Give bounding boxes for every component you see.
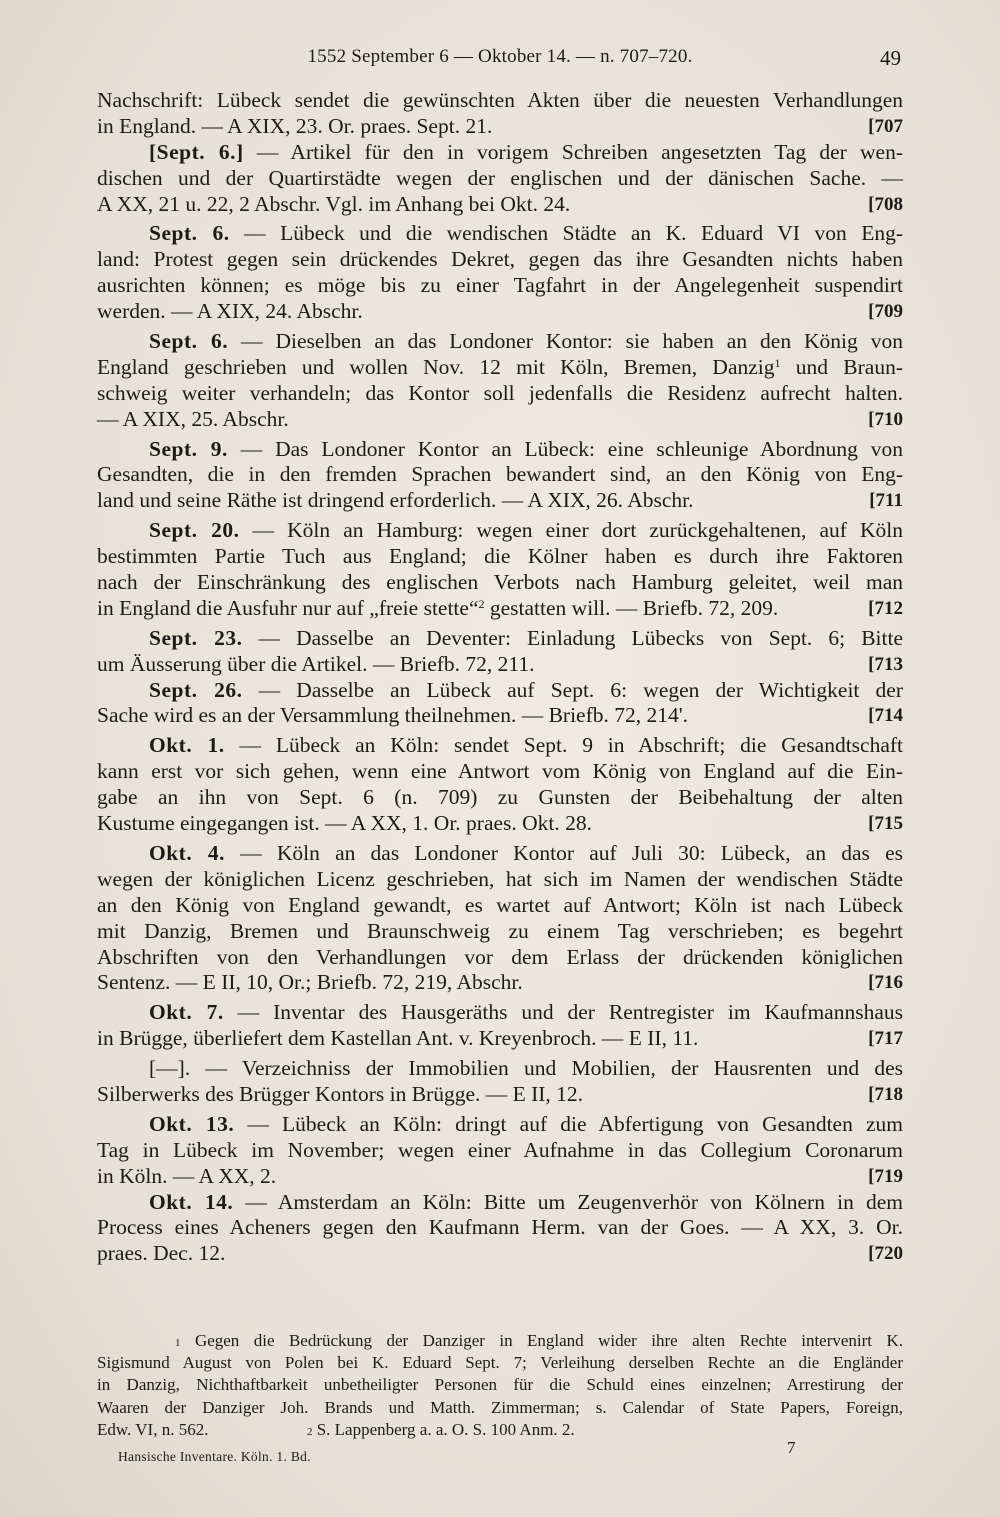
- entry-date: Okt. 14.: [149, 1189, 234, 1214]
- entry-text: Silberwerks des Brügger Kontors in Brügge. — E II, 12.: [97, 1081, 584, 1106]
- entry-711-line-3: [97, 488, 903, 514]
- entry-709-line-3: ausrichten können; es möge bis zu einer Tagfahrt in der Angelegenheit suspendirt: [97, 273, 903, 298]
- entry-707-line-1: Nachschrift: Lübeck sendet die gewünschten Akten über die neuesten Verhandlungen: [97, 88, 903, 112]
- entry-number: [712: [868, 597, 903, 619]
- entry-714-line-1: [97, 678, 903, 704]
- entry-714-line-2: [97, 703, 903, 729]
- entry-710-line-2: [97, 355, 903, 381]
- entry-710-line-1: [97, 329, 903, 355]
- entry-text: — Inventar des Hausgeräths und der Rentregister im Kaufmannshaus: [223, 1000, 903, 1025]
- entry-text: — Köln an Hamburg: wegen einer dort zurückgehaltenen, auf Köln: [239, 518, 903, 543]
- entry-text: A XX, 21 u. 22, 2 Abschr. Vgl. im Anhang bei Okt. 24.: [97, 191, 571, 216]
- entry-text: Sache wird es an der Versammlung theilnehmen. — Briefb. 72, 214'.: [97, 703, 689, 728]
- entry-text: — Köln an das Londoner Kontor auf Juli 30: Lübeck, an das es: [225, 840, 903, 865]
- entry-text: — Verzeichniss der Immobilien und Mobilien, der Hausrenten und des: [190, 1056, 903, 1081]
- entry-text: — Dasselbe an Lübeck auf Sept. 6: wegen der Wichtigkeit der: [242, 677, 903, 702]
- entry-text: England geschrieben und wollen Nov. 12 mit Köln, Bremen, Danzig: [97, 354, 775, 379]
- entry-text: um Äusserung über die Artikel. — Briefb. 72, 211.: [97, 651, 535, 676]
- signature-mark: 7: [787, 1438, 796, 1457]
- entry-text: — Lübeck an Köln: sendet Sept. 9 in Abschrift; die Gesandtschaft: [224, 733, 903, 758]
- entry-720-line-3: [97, 1241, 903, 1267]
- entry-text: Sentenz. — E II, 10, Or.; Briefb. 72, 219, Abschr.: [97, 970, 523, 995]
- entry-712-line-3: nach der Einschränkung des englischen Verbots nach Hamburg geleitet, weil man: [97, 570, 903, 595]
- footnote-marker: 2: [306, 1425, 313, 1438]
- entry-number: [715: [868, 813, 903, 835]
- footnote-1-line-4: Waaren der Danziger Joh. Brands und Matth. Zimmerman; s. Calendar of State Papers, Foreign,: [97, 1397, 903, 1417]
- entry-text-tail: gestatten will. — Briefb. 72, 209.: [484, 595, 779, 620]
- entry-715-line-3: gabe an ihn von Sept. 6 (n. 709) zu Gunsten der Beibehaltung der alten: [97, 785, 903, 810]
- entry-text: in Brügge, überliefert dem Kastellan Ant. v. Kreyenbroch. — E II, 11.: [97, 1026, 699, 1051]
- entry-text-tail: und Braun-: [780, 354, 904, 379]
- entry-711-line-1: [97, 437, 903, 463]
- entry-date: [—].: [149, 1056, 191, 1081]
- running-head: 1552 September 6 — Oktober 14. — n. 707–720.: [307, 46, 693, 67]
- entry-date: [Sept. 6.]: [149, 139, 244, 164]
- footnote-text: Gegen die Bedrückung der Danziger in England wider ihre alten Rechte intervenirt K.: [180, 1331, 903, 1350]
- page-number: 49: [880, 46, 901, 70]
- entry-text: werden. — A XIX, 24. Abschr.: [97, 299, 363, 324]
- entry-719-line-3: [97, 1164, 903, 1190]
- entry-716-line-2: wegen der königlichen Licenz geschrieben, hat sich im Namen der wendischen Städte: [97, 866, 903, 891]
- entry-text: in England. — A XIX, 23. Or. praes. Sept. 21.: [97, 113, 493, 138]
- entry-number: [719: [868, 1165, 903, 1187]
- entry-number: [707: [868, 115, 903, 137]
- entry-718-line-1: [97, 1056, 903, 1082]
- entry-717-line-1: [97, 1000, 903, 1026]
- entry-number: [708: [868, 193, 903, 215]
- entry-716-line-6: [97, 970, 903, 996]
- footnote-1-line-3: in Danzig, Nichthaftbarkeit unbetheiligter Personen für die Schuld eines einzelnen; Arrestirung der: [97, 1375, 903, 1395]
- footnote-text: Edw. VI, n. 562.: [97, 1419, 209, 1439]
- entry-715-line-1: [97, 733, 903, 759]
- entry-719-line-2: Tag in Lübeck im November; wegen einer Aufnahme in das Collegium Coronarum: [97, 1137, 903, 1162]
- entry-date: Okt. 1.: [149, 733, 225, 758]
- entry-text: — Amsterdam an Köln: Bitte um Zeugenverhör von Kölnern in dem: [233, 1189, 903, 1214]
- entry-number: [709: [868, 301, 903, 323]
- entry-709-line-2: land: Protest gegen sein drückendes Dekret, gegen das ihre Gesandten nichts haben: [97, 247, 903, 272]
- entry-number: [714: [868, 705, 903, 727]
- entry-text: — Lübeck an Köln: dringt auf die Abfertigung von Gesandten zum: [234, 1111, 903, 1136]
- entry-715-line-2: kann erst vor sich gehen, wenn eine Antwort vom König von England auf die Ein-: [97, 759, 903, 784]
- entry-date: Sept. 6.: [149, 329, 229, 354]
- entry-711-line-2: Gesandten, die in den fremden Sprachen bewandert sind, an den König von Eng-: [97, 462, 903, 487]
- entry-716-line-3: an den König von England gewandt, es wartet auf Antwort; Köln ist nach Lübeck: [97, 892, 903, 917]
- entry-number: [720: [868, 1243, 903, 1265]
- footnotes: [97, 1330, 903, 1441]
- entry-712-line-1: [97, 518, 903, 544]
- entry-date: Sept. 26.: [149, 677, 243, 702]
- entry-text: — A XIX, 25. Abschr.: [97, 406, 289, 431]
- entry-712-line-2: bestimmten Partie Tuch aus England; die Kölner haben es durch ihre Faktoren: [97, 544, 903, 569]
- entry-709-line-1: [97, 221, 903, 247]
- footnote-1-line-2: Sigismund August von Polen bei K. Eduard Sept. 7; Verleihung derselben Rechte an die Engländer: [97, 1353, 903, 1373]
- entry-date: Okt. 4.: [149, 840, 226, 865]
- entry-text: — Artikel für den in vorigem Schreiben angesetzten Tag der wen-: [243, 139, 904, 164]
- footnote-ref: 1: [774, 355, 781, 370]
- entry-number: [717: [868, 1028, 903, 1050]
- entry-708-line-2: dischen und der Quartirstädte wegen der englischen und der dänischen Sache. —: [97, 165, 903, 190]
- entry-716-line-1: [97, 841, 903, 867]
- running-header: [97, 46, 903, 76]
- footnote-ref: 2: [478, 596, 485, 611]
- entry-date: Sept. 20.: [149, 518, 240, 543]
- entry-text: Kustume eingegangen ist. — A XX, 1. Or. praes. Okt. 28.: [97, 811, 593, 836]
- entry-text: — Dasselbe an Deventer: Einladung Lübecks von Sept. 6; Bitte: [242, 625, 903, 650]
- entry-text: in Köln. — A XX, 2.: [97, 1163, 277, 1188]
- entry-712-line-4: [97, 596, 903, 622]
- entry-713-line-1: [97, 626, 903, 652]
- entry-713-line-2: [97, 652, 903, 678]
- entry-text: — Lübeck und die wendischen Städte an K. Eduard VI von Eng-: [229, 221, 903, 246]
- entry-date: Okt. 7.: [149, 1000, 224, 1025]
- entry-text: — Dieselben an das Londoner Kontor: sie haben an den König von: [228, 329, 903, 354]
- entry-715-line-4: [97, 811, 903, 837]
- entry-number: [710: [868, 408, 903, 430]
- entry-707-line-2: [97, 114, 903, 140]
- entry-710-line-4: [97, 407, 903, 433]
- entry-718-line-2: [97, 1082, 903, 1108]
- entry-text: land und seine Räthe ist dringend erforderlich. — A XIX, 26. Abschr.: [97, 488, 694, 513]
- entry-717-line-2: [97, 1026, 903, 1052]
- entry-date: Sept. 23.: [149, 625, 243, 650]
- footnote-1-line-5: [97, 1419, 903, 1441]
- entries-body: [97, 88, 903, 1267]
- entry-716-line-5: Abschriften von den Verhandlungen vor dem Erlass der drückenden königlichen: [97, 944, 903, 969]
- entry-710-line-3: schweig weiter verhandeln; das Kontor soll jedenfalls die Residenz aufrecht halten.: [97, 380, 903, 405]
- entry-number: [718: [868, 1083, 903, 1105]
- entry-709-line-4: [97, 299, 903, 325]
- footnote-1-line-1: [97, 1330, 903, 1352]
- entry-number: [716: [868, 972, 903, 994]
- entry-text: praes. Dec. 12.: [97, 1241, 226, 1266]
- entry-number: [711: [869, 490, 903, 512]
- entry-719-line-1: [97, 1112, 903, 1138]
- footnote-marker: 1: [175, 1337, 181, 1349]
- entry-date: Sept. 6.: [149, 221, 230, 246]
- entry-708-line-3: [97, 192, 903, 218]
- imprint-line: Hansische Inventare. Köln. 1. Bd.: [118, 1449, 311, 1464]
- entry-date: Okt. 13.: [149, 1111, 235, 1136]
- entry-date: Sept. 9.: [149, 436, 228, 461]
- entry-text: in England die Ausfuhr nur auf „freie stette“: [97, 595, 479, 620]
- entry-720-line-1: [97, 1190, 903, 1216]
- entry-708-line-1: [97, 140, 903, 166]
- entry-text: — Das Londoner Kontor an Lübeck: eine schleunige Abordnung von: [227, 436, 903, 461]
- entry-720-line-2: Process eines Acheners gegen den Kaufmann Herm. van der Goes. — A XX, 3. Or.: [97, 1215, 903, 1240]
- footnote-2-text: S. Lappenberg a. a. O. S. 100 Anm. 2.: [312, 1419, 575, 1439]
- entry-number: [713: [868, 653, 903, 675]
- entry-716-line-4: mit Danzig, Bremen und Braunschweig zu einem Tag verschrieben; es begehrt: [97, 918, 903, 943]
